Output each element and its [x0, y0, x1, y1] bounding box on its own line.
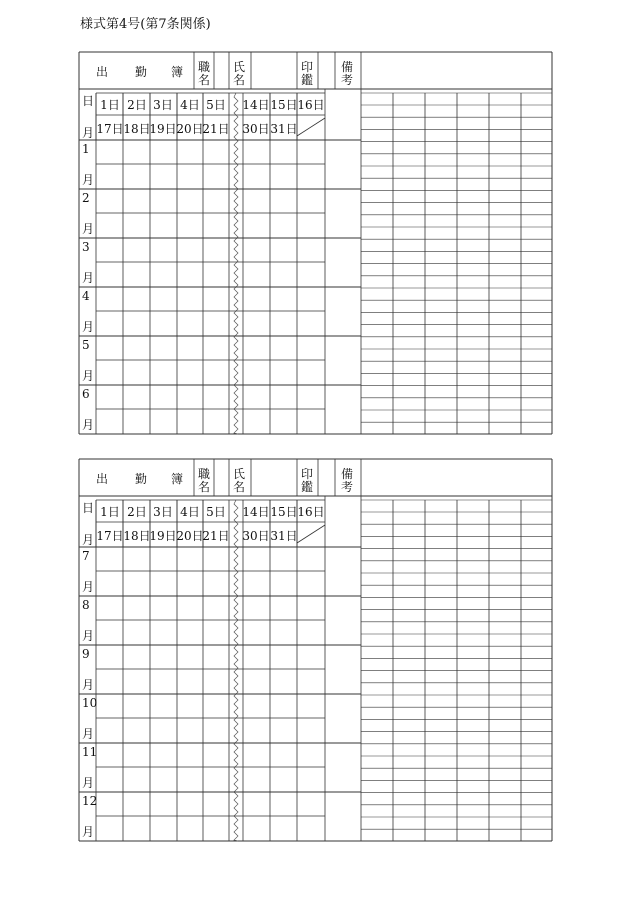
day-label: 18日 — [123, 529, 151, 543]
day-label: 18日 — [123, 122, 151, 136]
day-label: 15日 — [270, 98, 298, 112]
month-unit: 月 — [82, 629, 95, 643]
name-label: 氏 名 — [232, 467, 245, 494]
month-number: 2 — [82, 191, 90, 205]
seal-label: 印 鑑 — [300, 60, 313, 87]
remarks-label: 備 考 — [340, 60, 353, 87]
day-label: 21日 — [202, 122, 230, 136]
register-title-char: 勤 — [135, 65, 148, 79]
register-title-char: 出 — [96, 65, 109, 79]
month-unit: 月 — [82, 418, 95, 432]
corner-day-label: 日 — [82, 501, 95, 515]
month-unit: 月 — [82, 727, 95, 741]
day-label: 4日 — [180, 505, 200, 519]
register-title-char: 簿 — [171, 472, 184, 486]
month-number: 5 — [82, 338, 90, 352]
name-label: 氏 名 — [232, 60, 245, 87]
form-title: 様式第4号(第7条関係) — [80, 17, 211, 32]
month-number: 7 — [82, 549, 90, 563]
day-label: 3日 — [153, 505, 173, 519]
month-number: 1 — [82, 142, 90, 156]
register-title-char: 出 — [96, 472, 109, 486]
month-number: 9 — [82, 647, 90, 661]
month-unit: 月 — [82, 222, 95, 236]
month-number: 3 — [82, 240, 90, 254]
day-label: 19日 — [149, 529, 177, 543]
day-label: 20日 — [176, 122, 204, 136]
day-label: 31日 — [270, 529, 298, 543]
seal-label: 印 鑑 — [300, 467, 313, 494]
month-number: 12 — [82, 794, 98, 808]
day-label: 19日 — [149, 122, 177, 136]
corner-month-label: 月 — [82, 126, 95, 140]
month-number: 10 — [82, 696, 98, 710]
day-label: 17日 — [96, 122, 124, 136]
month-unit: 月 — [82, 320, 95, 334]
day-label: 5日 — [206, 505, 226, 519]
day-label: 16日 — [297, 98, 325, 112]
month-unit: 月 — [82, 825, 95, 839]
month-number: 11 — [82, 745, 98, 759]
day-label: 1日 — [100, 98, 120, 112]
month-number: 6 — [82, 387, 90, 401]
day-label: 4日 — [180, 98, 200, 112]
day-label: 31日 — [270, 122, 298, 136]
day-label: 20日 — [176, 529, 204, 543]
day-label: 30日 — [242, 122, 270, 136]
day-label: 21日 — [202, 529, 230, 543]
day-label: 3日 — [153, 98, 173, 112]
job-title-label: 職 名 — [197, 60, 210, 87]
month-unit: 月 — [82, 173, 95, 187]
day-label: 2日 — [127, 505, 147, 519]
job-title-label: 職 名 — [197, 467, 210, 494]
month-unit: 月 — [82, 776, 95, 790]
register-title-char: 簿 — [171, 65, 184, 79]
day-label: 1日 — [100, 505, 120, 519]
month-unit: 月 — [82, 678, 95, 692]
day-label: 16日 — [297, 505, 325, 519]
month-unit: 月 — [82, 271, 95, 285]
day-label: 14日 — [242, 505, 270, 519]
unused-cell-slash — [297, 525, 325, 543]
month-number: 4 — [82, 289, 90, 303]
day-label: 15日 — [270, 505, 298, 519]
day-label: 5日 — [206, 98, 226, 112]
register-title-char: 勤 — [135, 472, 148, 486]
remarks-label: 備 考 — [340, 467, 353, 494]
day-label: 14日 — [242, 98, 270, 112]
column-break-mark — [234, 500, 238, 841]
month-unit: 月 — [82, 580, 95, 594]
day-label: 17日 — [96, 529, 124, 543]
day-label: 2日 — [127, 98, 147, 112]
day-label: 30日 — [242, 529, 270, 543]
month-unit: 月 — [82, 369, 95, 383]
corner-month-label: 月 — [82, 533, 95, 547]
corner-day-label: 日 — [82, 94, 95, 108]
month-number: 8 — [82, 598, 90, 612]
